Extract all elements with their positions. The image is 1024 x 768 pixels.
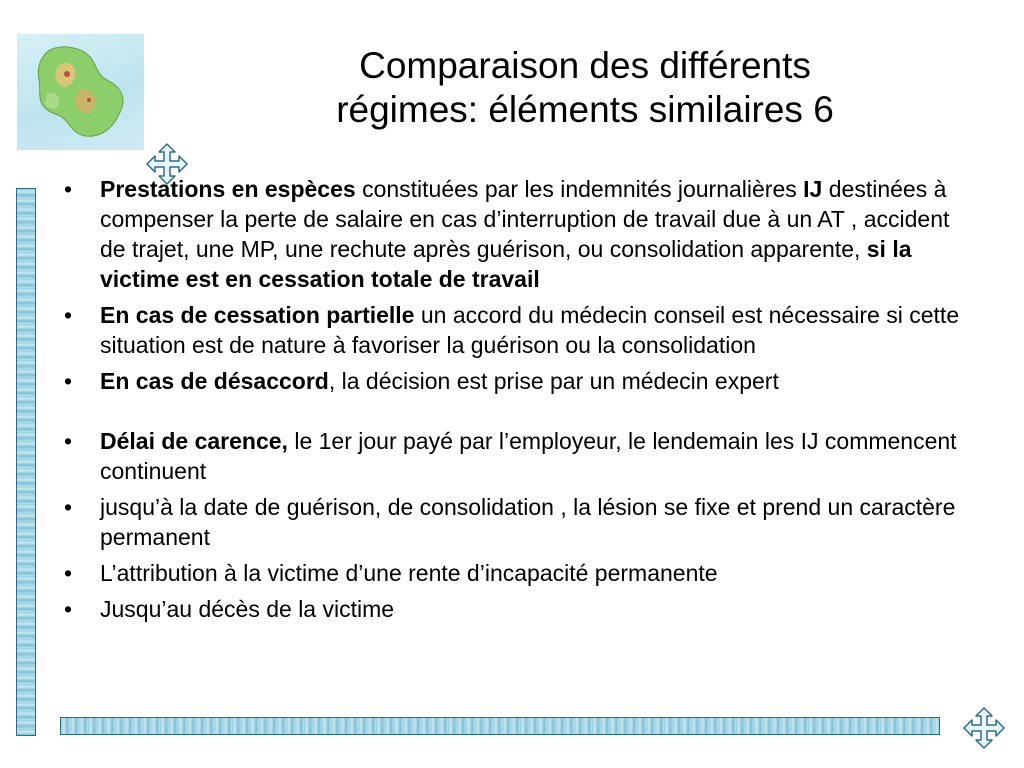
bullet-item [58,174,978,294]
bullet-bold-text: Délai de carence, [100,428,288,454]
bullet-bold-text: En cas de cessation partielle [100,302,415,328]
martinique-map-image [17,34,144,150]
bullet-symbol: • [63,494,73,520]
bullet-item [58,300,978,360]
map-island-shape [17,34,144,150]
bullet-text: Jusqu’au décès de la victime [100,596,395,622]
bullet-text: constituées par les indemnités journalières [355,176,804,202]
slide-title [200,44,970,132]
bullet-bold-text: si la victime est en cessation totale de travail [100,236,912,292]
bullet-symbol: • [63,560,73,586]
decorative-vertical-bar [16,188,36,736]
bullet-text: L’attribution à la victime d’une rente d’incapacité permanente [100,560,718,586]
bullet-symbol: • [63,176,73,202]
title-line-1: Comparaison des différents [359,45,811,86]
bullet-text: le 1er jour payé par l’employeur, le lendemain les IJ commencent continuent [100,428,957,484]
bullet-symbol: • [63,428,73,454]
bullet-item [58,594,978,624]
title-line-2: régimes: éléments similaires 6 [336,89,834,130]
bullet-bold-text: En cas de désaccord [100,368,329,394]
bullet-item [58,558,978,588]
bullet-text: un accord du médecin conseil est nécessaire si cette situation est de nature à favoriser la guérison ou la consolidation [100,302,960,358]
bullet-symbol: • [63,302,73,328]
bullet-bold-text: Prestations en espèces [100,176,356,202]
bullet-text: jusqu’à la date de guérison, de consolidation , la lésion se fixe et prend un caractère permanent [100,494,956,550]
bullet-symbol: • [63,368,73,394]
bullet-item [58,366,978,396]
bullet-bold-text: IJ [803,176,823,202]
bullet-text: destinées à compenser la perte de salaire en cas d’interruption de travail due à un AT , accident de trajet, une MP, une rechute après guérison, ou consolidation apparente, [100,176,950,262]
bullet-list [58,174,978,630]
bullet-item [58,492,978,552]
decorative-horizontal-bar [60,717,940,735]
four-way-arrow-icon[interactable] [962,706,1006,750]
bullet-symbol: • [63,596,73,622]
bullet-item [58,426,978,486]
bullet-text: , la décision est prise par un médecin expert [328,368,779,394]
